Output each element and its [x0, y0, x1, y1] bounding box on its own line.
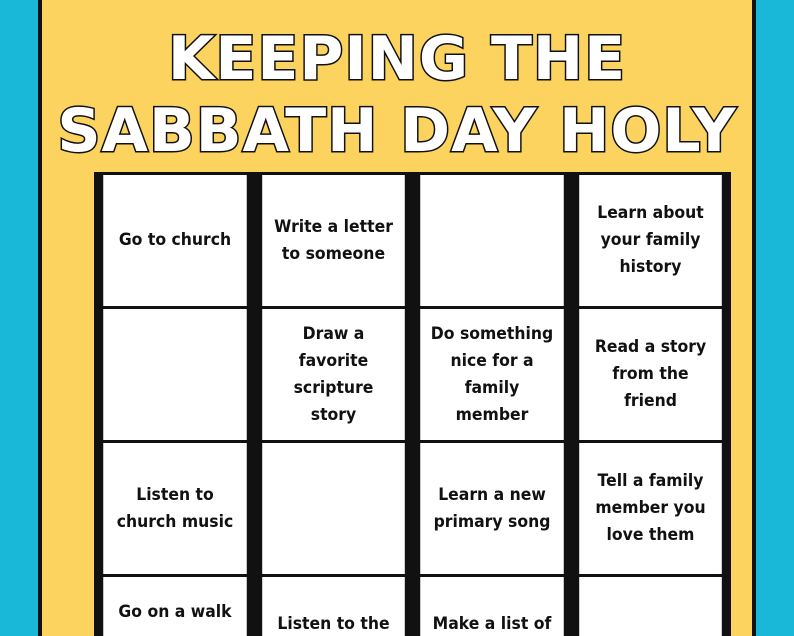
bingo-grid — [94, 172, 731, 636]
bingo-cell: Listen to church music — [103, 443, 247, 574]
bingo-cell: Make a list of — [420, 577, 564, 636]
bingo-cell — [579, 577, 722, 636]
bingo-card — [38, 0, 756, 636]
bingo-cell — [420, 175, 564, 306]
bingo-cell: Listen to the — [262, 577, 405, 636]
bingo-cell: Go on a walk — [103, 577, 247, 636]
bingo-cell: Do something nice for a family member — [420, 309, 564, 440]
bingo-cell: Learn about your family history — [579, 175, 722, 306]
bingo-cell — [103, 309, 247, 440]
title-line-1: KEEPING THE — [167, 24, 627, 94]
bingo-cell: Read a story from the friend — [579, 309, 722, 440]
bingo-cell: Tell a family member you love them — [579, 443, 722, 574]
bingo-cell — [262, 443, 405, 574]
bingo-cell: Write a letter to someone — [262, 175, 405, 306]
bingo-cell: Learn a new primary song — [420, 443, 564, 574]
bingo-cell: Draw a favorite scripture story — [262, 309, 405, 440]
title-line-2: SABBATH DAY HOLY — [57, 96, 737, 166]
bingo-cell: Go to church — [103, 175, 247, 306]
